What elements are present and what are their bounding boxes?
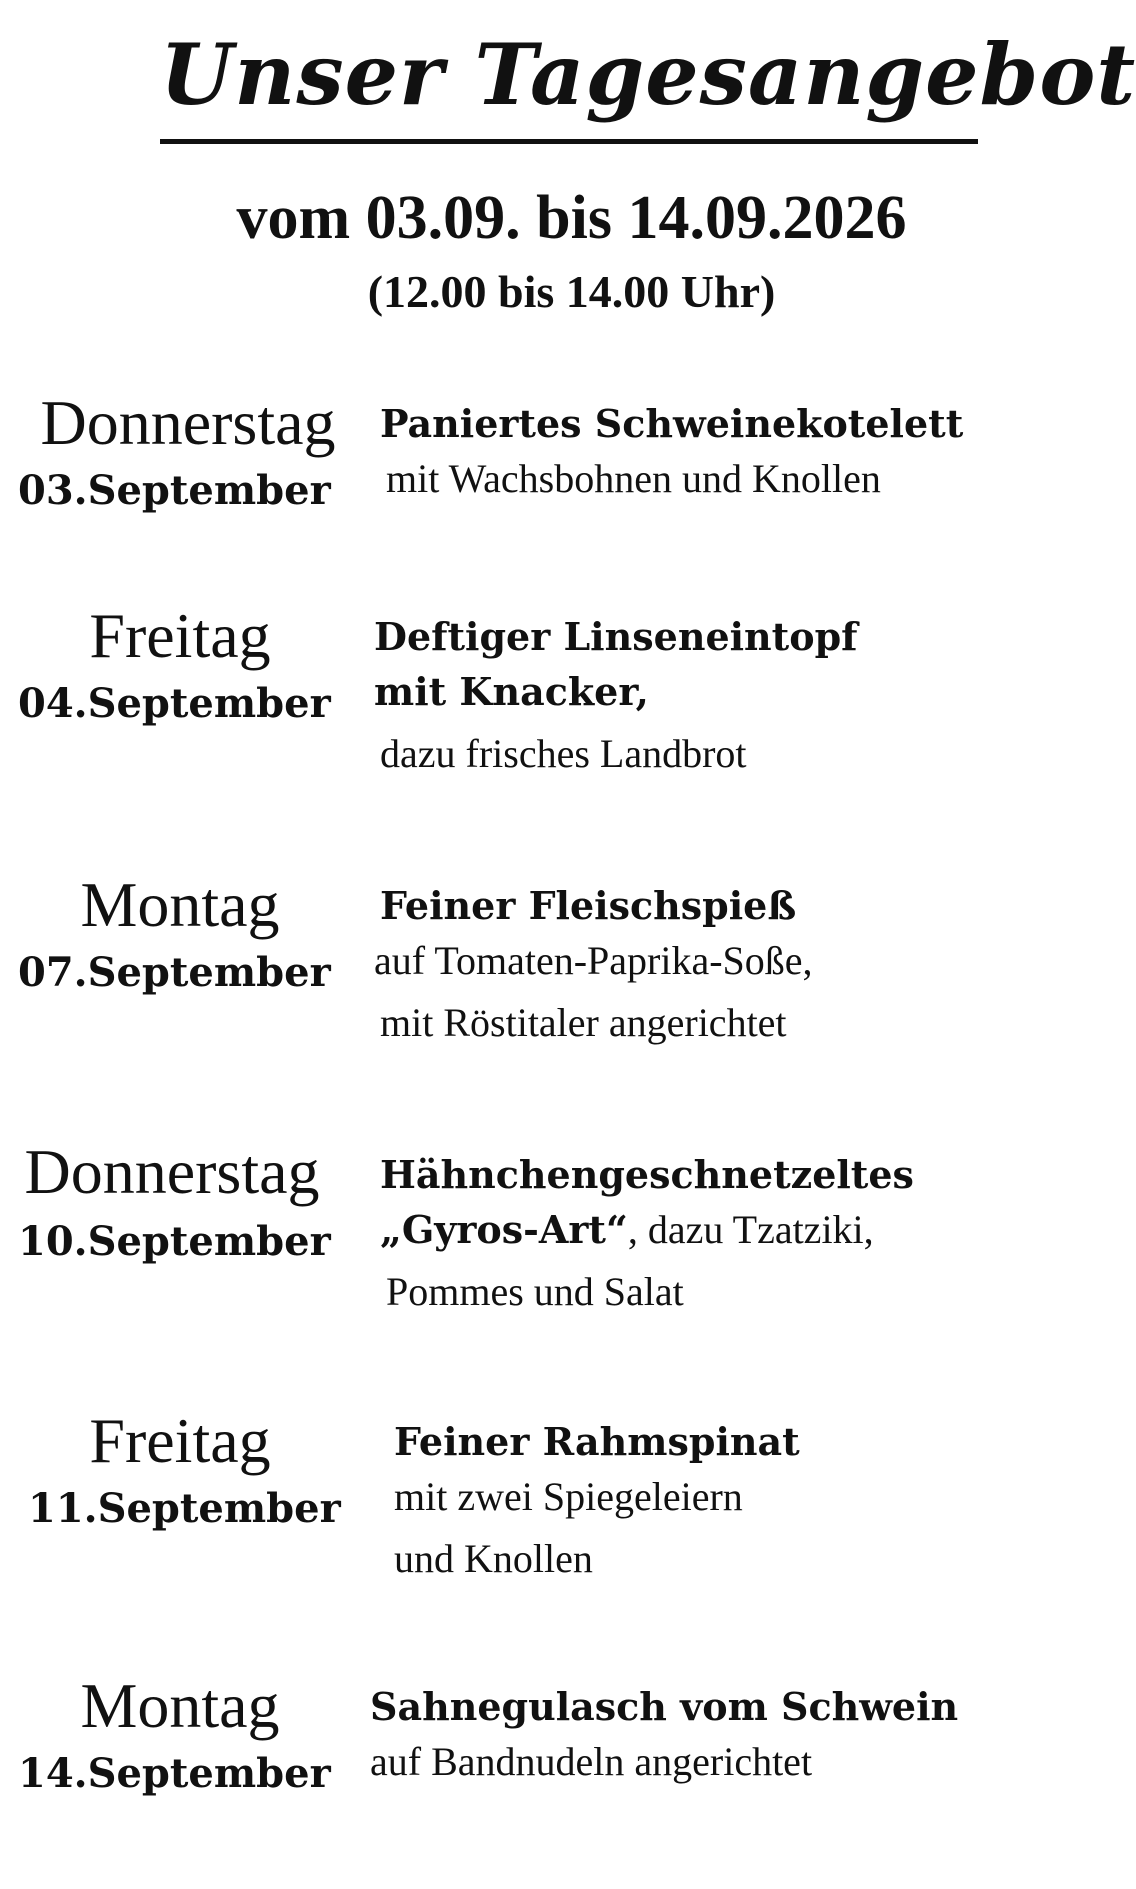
time-range: (12.00 bis 14.00 Uhr) (367, 266, 776, 317)
dish-description: dazu frisches Landbrot (380, 731, 747, 776)
dish-title-continued: mit Knacker, (374, 669, 649, 714)
dish-title: Hähnchengeschnetzeltes (380, 1152, 914, 1197)
menu-entry (0, 386, 1023, 606)
dish-description: mit zwei Spiegeleiern (394, 1474, 743, 1519)
weekday: Freitag (89, 1405, 271, 1476)
dish-style: „Gyros-Art“ (380, 1207, 628, 1252)
dish (374, 868, 1004, 1054)
weekday: Donnerstag (40, 387, 336, 458)
weekday: Donnerstag (24, 1136, 320, 1207)
date: 04.September (18, 680, 331, 727)
menu-entry (0, 599, 1023, 819)
dish-title: Feiner Rahmspinat (394, 1419, 800, 1464)
menu-entry (0, 1669, 1023, 1889)
dish (380, 1137, 1010, 1323)
menu-entry (0, 1137, 1023, 1357)
dish-description: Pommes und Salat (386, 1269, 684, 1314)
dish-description: und Knollen (394, 1536, 593, 1581)
date: 07.September (18, 949, 331, 996)
page-title: Unser Tagesangebot (160, 25, 1136, 124)
dish (370, 1669, 1000, 1793)
dish (380, 386, 1010, 510)
dish (394, 1404, 1024, 1590)
dish-description: auf Bandnudeln angerichtet (370, 1739, 813, 1784)
weekday: Montag (80, 1670, 280, 1741)
dish-title: Deftiger Linseneintopf (374, 614, 858, 659)
dish-description-rest: , dazu Tzatziki, (627, 1207, 874, 1252)
dish-description (380, 1199, 1010, 1261)
date: 10.September (18, 1218, 331, 1265)
menu-entry (0, 1404, 1023, 1624)
dish-description: auf Tomaten-Paprika-Soße, (374, 938, 813, 983)
date: 11.September (28, 1485, 341, 1532)
dish-title: Paniertes Schweinekotelett (380, 401, 964, 446)
dish-title: Feiner Fleischspieß (380, 883, 797, 928)
date-range: vom 03.09. bis 14.09.2026 (236, 184, 907, 252)
dish (374, 599, 1004, 785)
date: 03.September (18, 467, 331, 514)
dish-description: mit Wachsbohnen und Knollen (386, 456, 881, 501)
menu-entry (0, 868, 1023, 1088)
weekday: Montag (80, 869, 280, 940)
date: 14.September (18, 1750, 331, 1797)
weekday: Freitag (89, 600, 271, 671)
dish-title: Sahnegulasch vom Schwein (370, 1684, 959, 1729)
dish-description: mit Röstitaler angerichtet (380, 1000, 787, 1045)
